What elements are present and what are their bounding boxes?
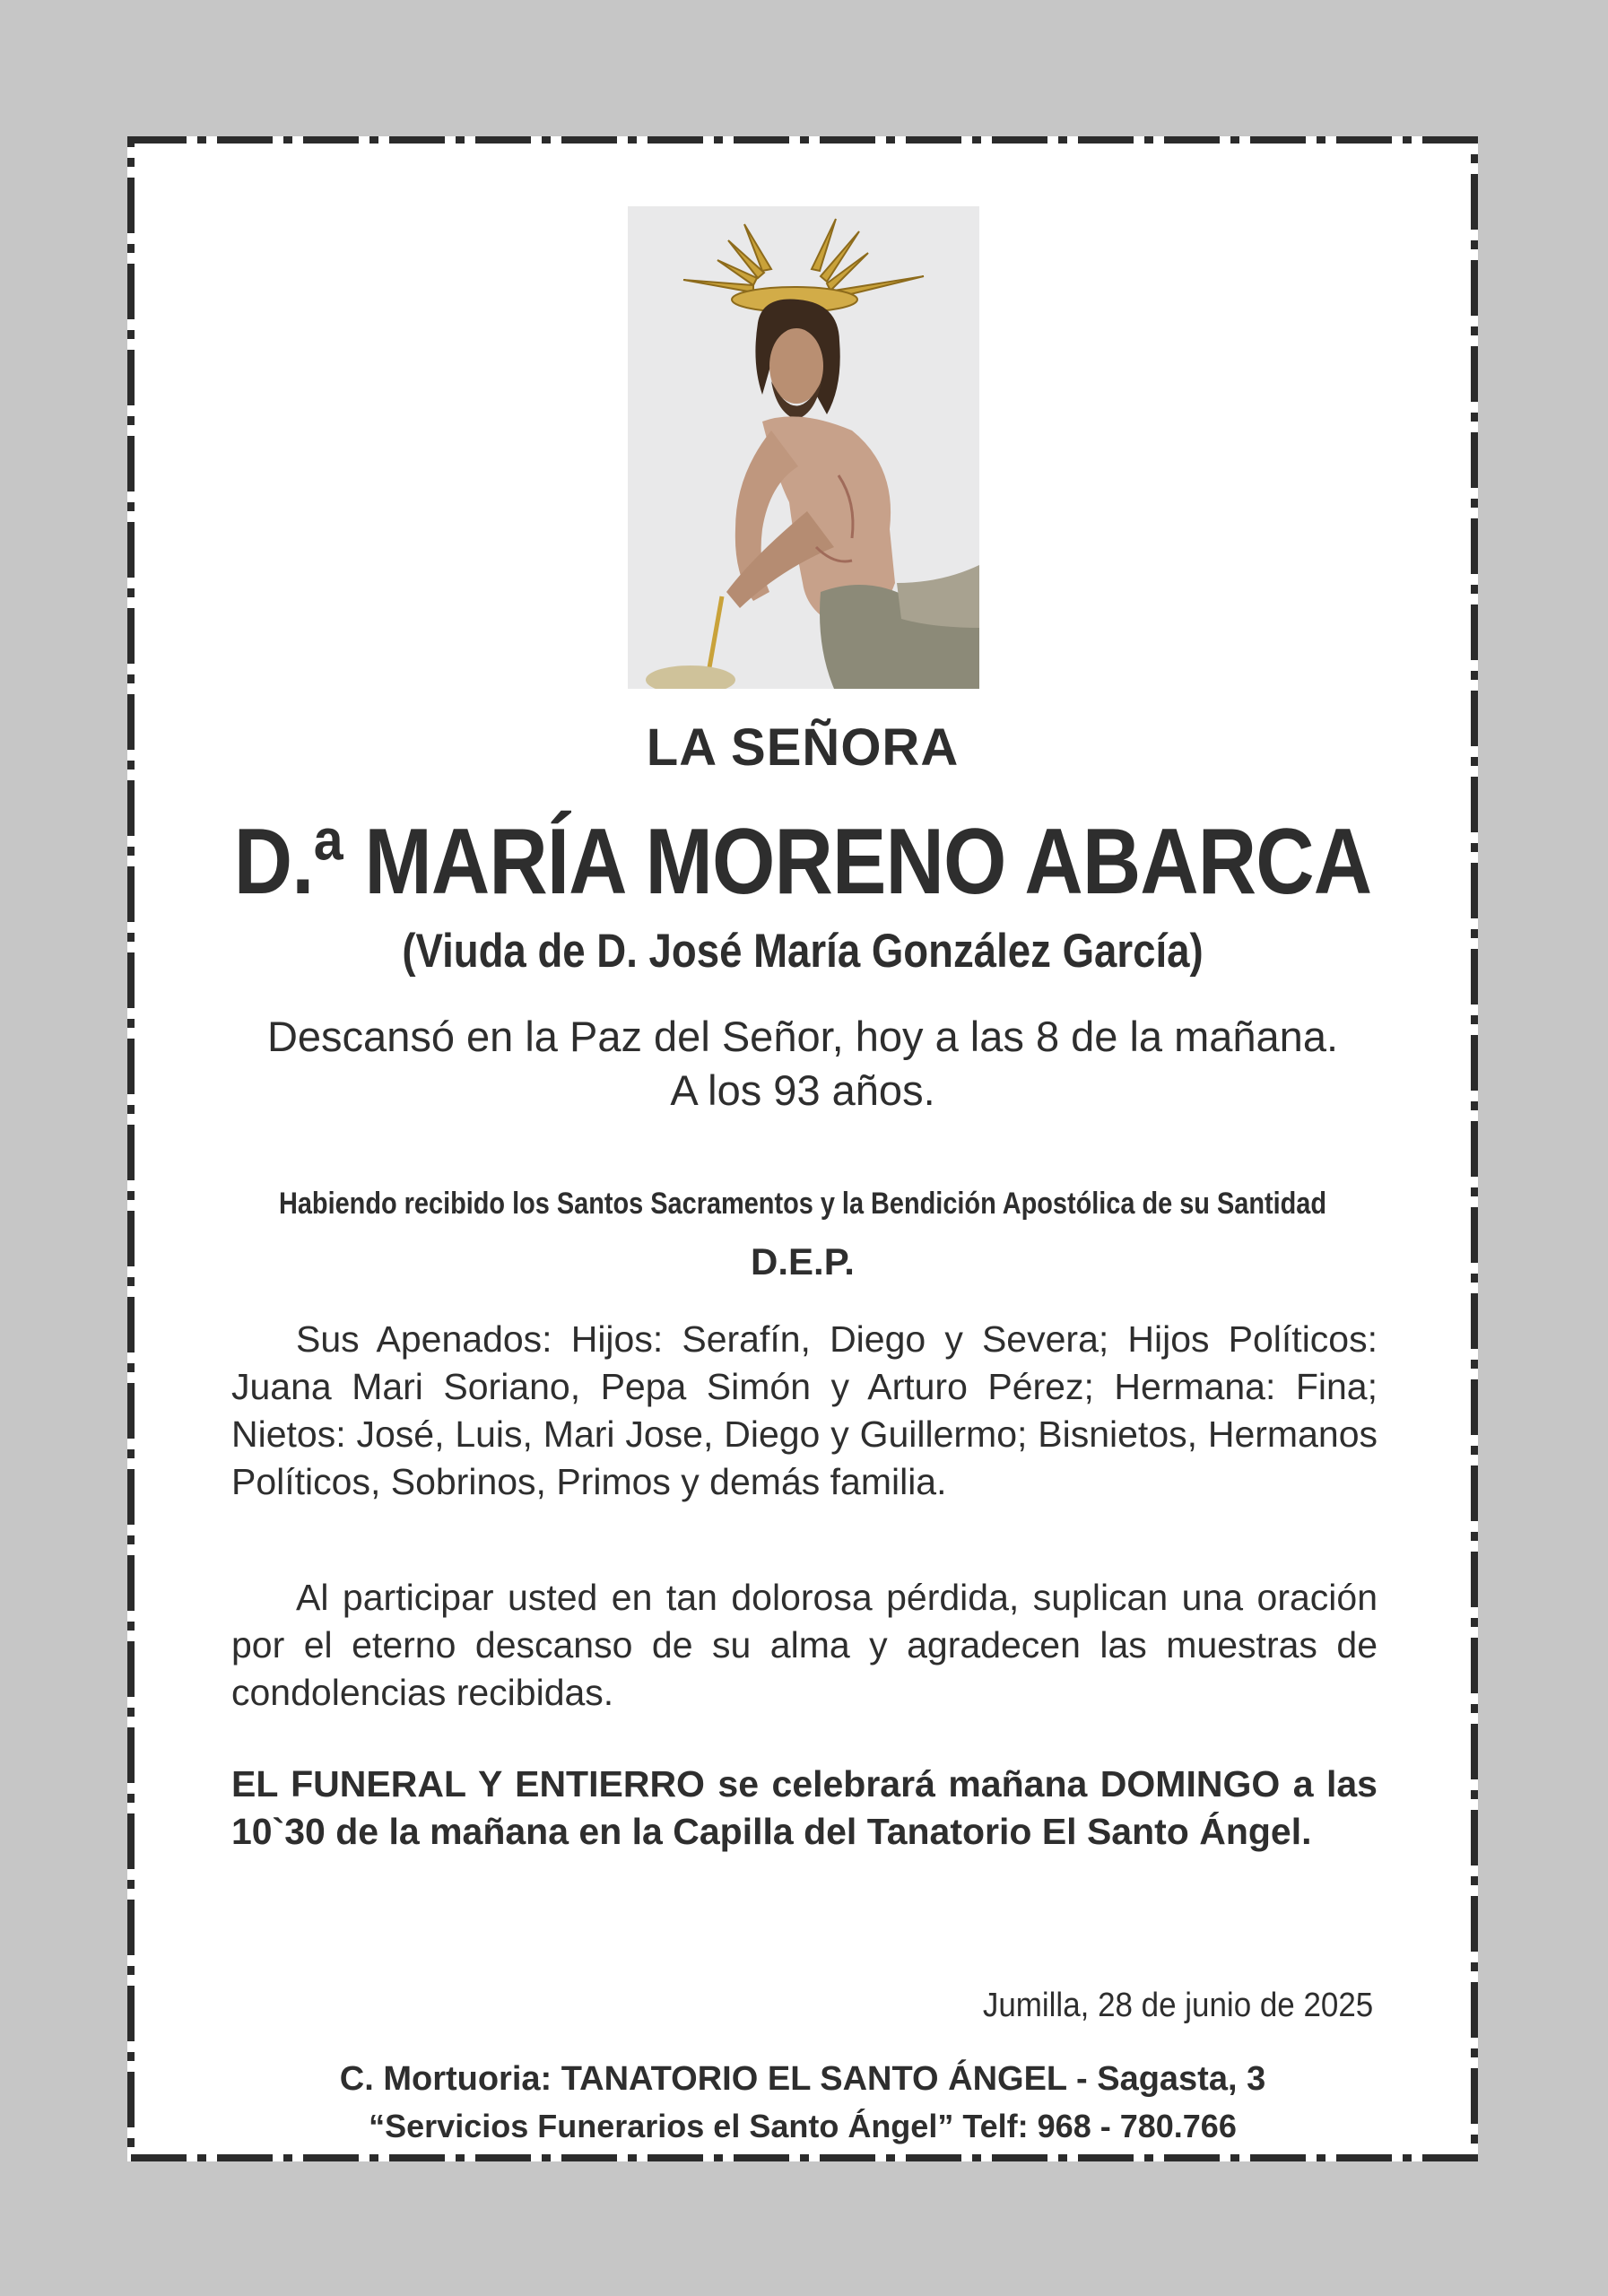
religious-statue-image (628, 206, 979, 689)
title-la-senora: LA SEÑORA (646, 718, 960, 777)
family-paragraph: Sus Apenados: Hijos: Serafín, Diego y Severa; Hijos Políticos: Juana Mari Soriano, Pepa Simón y Arturo Pérez; Hermana: Fina; Nietos: José, Luis, Mari Jose, Diego y Guillermo; Bisnietos, Hermanos Políticos, Sobrinos, Primos y demás familia. (231, 1318, 1378, 1502)
funeral-paragraph: EL FUNERAL Y ENTIERRO se celebrará mañana DOMINGO a las 10`30 de la mañana en la Capilla del Tanatorio El Santo Ángel. (231, 1763, 1378, 1852)
rest-line: Descansó en la Paz del Señor, hoy a las 8 de la mañana. (266, 1013, 1339, 1060)
widow-of-line: (Viuda de D. José María González García) (402, 925, 1204, 978)
mortuary-line: C. Mortuoria: TANATORIO EL SANTO ÁNGEL - Sagasta, 3 (339, 2060, 1266, 2098)
age-line: A los 93 años. (670, 1066, 935, 1114)
place-date: Jumilla, 28 de junio de 2025 (982, 1987, 1373, 2024)
deceased-name: D.ª MARÍA MORENO ABARCA (233, 810, 1372, 914)
participation-paragraph: Al participar usted en tan dolorosa pérdida, suplican una oración por el eterno descanso de su alma y agradecen las muestras de condolencias recibidas. (231, 1577, 1378, 1713)
services-phone-line: “Servicios Funerarios el Santo Ángel” Telf: 968 - 780.766 (369, 2108, 1237, 2144)
sacraments-line: Habiendo recibido los Santos Sacramentos y la Bendición Apostólica de su Santidad (278, 1187, 1327, 1221)
dep-line: D.E.P. (751, 1240, 855, 1283)
